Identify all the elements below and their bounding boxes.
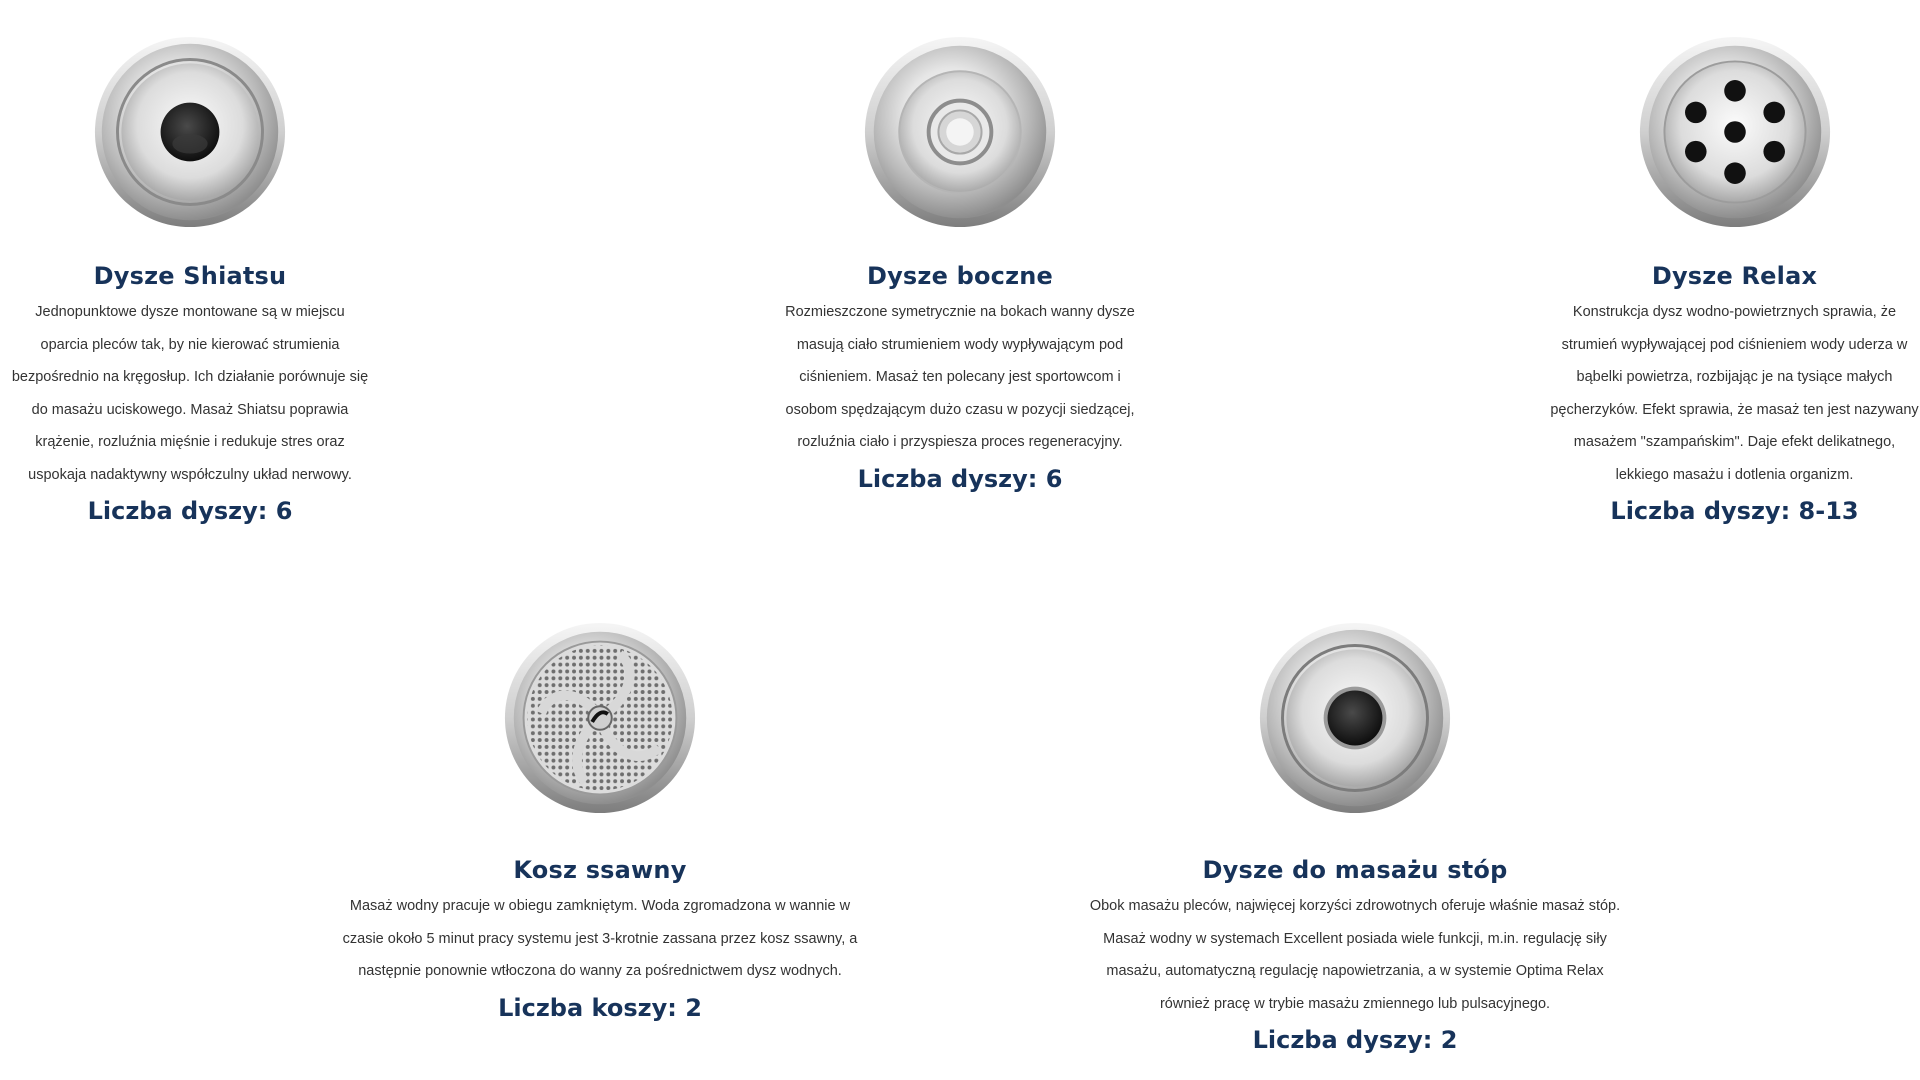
card-title: Kosz ssawny	[513, 856, 687, 884]
jet-card-side	[770, 34, 1150, 493]
jet-card-shiatsu	[0, 34, 380, 525]
card-title: Dysze Shiatsu	[93, 262, 287, 290]
jet-card-relax	[1549, 34, 1920, 525]
card-count: Liczba koszy: 2	[498, 993, 702, 1022]
single-nozzle-jet-icon	[92, 34, 288, 230]
card-description: Rozmieszczone symetrycznie na bokach wanny dysze masują ciało strumieniem wody wypływającym pod ciśnieniem. Masaż ten polecany jest sportowcom i osobom spędzającym dużo czasu w pozycji siedzącej, rozluźnia ciało i przyspiesza proces regeneracyjny.	[785, 304, 1135, 450]
card-description: Konstrukcja dysz wodno-powietrznych sprawia, że strumień wypływającej pod ciśnieniem wody uderza w bąbelki powietrza, rozbijając je na tysiące małych pęcherzyków. Efekt sprawia, że masaż ten jest nazywany masażem "szampańskim". Daje efekt delikatnego, lekkiego masażu i dotlenia organizm.	[1550, 304, 1919, 483]
card-count: Liczba dyszy: 8-13	[1610, 497, 1859, 525]
foot-massage-jet-icon	[1257, 620, 1453, 816]
card-description: Jednopunktowe dysze montowane są w miejscu oparcia pleców tak, by nie kierować strumienia bezpośrednio na kręgosłup. Ich działanie porównuje się do masażu uciskowego. Masaż Shiatsu poprawia krążenie, rozluźnia mięśnie i redukuje stres oraz uspokaja nadaktywny współczulny układ nerwowy.	[11, 304, 369, 483]
card-count: Liczba dyszy: 6	[87, 497, 293, 525]
card-description: Obok masażu pleców, najwięcej korzyści zdrowotnych oferuje właśnie masaż stóp. Masaż wodny w systemach Excellent posiada wiele funkcji, m.in. regulację siły masażu, automatyczną regulację napowietrzania, a w systemie Optima Relax również pracę w trybie masażu zmiennego lub pulsacyjnego.	[1089, 898, 1621, 1012]
suction-basket-icon	[502, 620, 698, 816]
card-count: Liczba dyszy: 2	[1252, 1026, 1458, 1054]
card-title: Dysze boczne	[866, 262, 1054, 290]
relax-multi-hole-jet-icon	[1637, 34, 1833, 230]
jet-card-foot-massage	[1070, 620, 1640, 1054]
card-title: Dysze Relax	[1651, 262, 1818, 290]
card-description: Masaż wodny pracuje w obiegu zamkniętym. Woda zgromadzona w wannie w czasie około 5 minut pracy systemu jest 3-krotnie zassana przez kosz ssawny, a następnie ponownie wtłoczona do wanny za pośrednictwem dysz wodnych.	[342, 898, 858, 979]
side-jet-icon	[862, 34, 1058, 230]
jet-card-suction-basket	[320, 620, 880, 1022]
card-count: Liczba dyszy: 6	[857, 464, 1063, 493]
card-title: Dysze do masażu stóp	[1202, 856, 1508, 884]
